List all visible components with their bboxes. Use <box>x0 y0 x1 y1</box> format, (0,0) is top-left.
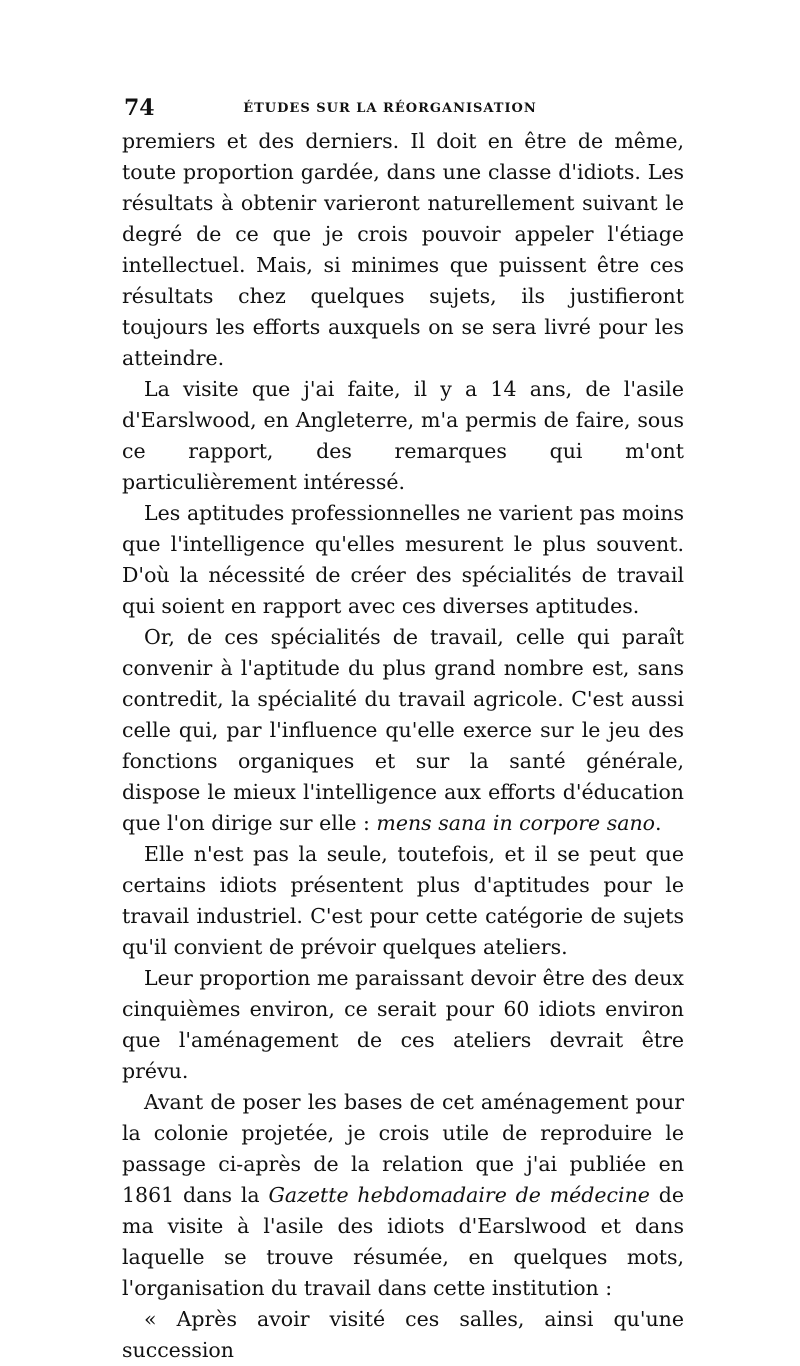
paragraph-7-text: Avant de poser les bases de cet aménagement pour la colonie projetée, je crois utile de reproduire le passage ci-après de la relation que j'ai publiée en 1861 dans la <box>122 1090 684 1207</box>
paragraph-5: Elle n'est pas la seule, toutefois, et il se peut que certains idiots présentent plus d'aptitudes pour le travail industriel. C'est pour cette catégorie de sujets qu'il convient de prévoir quelques ateliers. <box>122 842 684 959</box>
page-number: 74 <box>124 95 155 121</box>
paragraph-2: La visite que j'ai faite, il y a 14 ans, de l'asile d'Earslwood, en Angleterre, m'a permis de faire, sous ce rapport, des remarques qui m'ont particulièrement intéressé. <box>122 377 684 494</box>
running-head: ÉTUDES SUR LA RÉORGANISATION <box>243 101 537 116</box>
paragraph-1: premiers et des derniers. Il doit en être de même, toute proportion gardée, dans une classe d'idiots. Les résultats à obtenir varieront naturellement suivant le degré de ce que je crois pouvoir appeler l'étiage intellectuel. Mais, si minimes que puissent être ces résultats chez quelques sujets, ils justifieront toujours les efforts auxquels on se sera livré pour les atteindre. <box>122 129 684 370</box>
body-text <box>122 126 684 1366</box>
paragraph-6: Leur proportion me paraissant devoir être des deux cinquièmes environ, ce serait pour 60 idiots environ que l'aménagement de ces ateliers devrait être prévu. <box>122 966 684 1083</box>
paragraph-4-text: Or, de ces spécialités de travail, celle qui paraît convenir à l'aptitude du plus grand nombre est, sans contredit, la spécialité du travail agricole. C'est aussi celle qui, par l'influence qu'elle exerce sur le jeu des fonctions organiques et sur la santé générale, dispose le mieux l'intelligence aux efforts d'éducation que l'on dirige sur elle : <box>122 625 684 835</box>
journal-title: Gazette hebdomadaire de médecine <box>268 1183 650 1207</box>
paragraph-7 <box>122 1087 684 1304</box>
page-header <box>120 95 680 123</box>
paragraph-4-end: . <box>654 811 662 835</box>
latin-quote: mens sana in corpore sano <box>376 811 655 835</box>
paragraph-7-end: de ma visite à l'asile des idiots d'Earslwood et dans laquelle se trouve résumée, en quelques mots, l'organisation du travail dans cette institution : <box>122 1183 684 1300</box>
paragraph-8: « Après avoir visité ces salles, ainsi qu'une succession <box>122 1307 684 1362</box>
paragraph-4 <box>122 622 684 839</box>
paragraph-3: Les aptitudes professionnelles ne varient pas moins que l'intelligence qu'elles mesurent le plus souvent. D'où la nécessité de créer des spécialités de travail qui soient en rapport avec ces diverses aptitudes. <box>122 501 684 618</box>
